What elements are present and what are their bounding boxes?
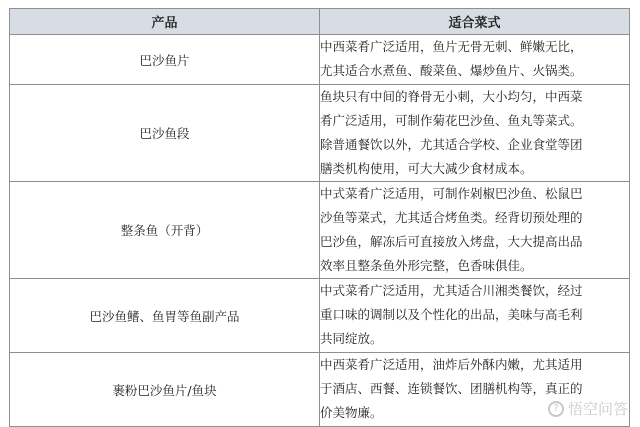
description-line: 中式菜肴广泛适用，可制作剁椒巴沙鱼、松鼠巴 (320, 186, 583, 201)
product-cell: 裹粉巴沙鱼片/鱼块 (10, 353, 320, 427)
description-line: 中西菜肴广泛适用，鱼片无骨无刺、鲜嫩无比， (320, 39, 583, 54)
watermark-text: 悟空问答 (567, 400, 628, 418)
product-cell: 巴沙鱼段 (10, 85, 320, 182)
table-row (10, 35, 630, 85)
description-line: 共同绽放。 (320, 331, 383, 346)
description-cell (320, 182, 630, 279)
description-line: 巴沙鱼，解冻后可直接放入烤盘，大大提高出品 (320, 234, 583, 249)
description-cell (320, 85, 630, 182)
description-line: 中式菜肴广泛适用，尤其适合川湘类餐饮，经过 (320, 283, 583, 298)
description-line: 于酒店、西餐、连锁餐饮、团膳机构等，真正的 (320, 381, 583, 396)
description-cell (320, 279, 630, 353)
description-line: 肴广泛适用，可制作菊花巴沙鱼、鱼丸等菜式。 (320, 113, 583, 128)
watermark (548, 398, 628, 419)
table-row (10, 85, 630, 182)
description-line: 重口味的调制以及个性化的出品，美味与高毛利 (320, 307, 583, 322)
product-cell: 巴沙鱼片 (10, 35, 320, 85)
table-row (10, 182, 630, 279)
table-row (10, 353, 630, 427)
product-cell: 巴沙鱼鳍、鱼胃等鱼副产品 (10, 279, 320, 353)
header-dishes: 适合菜式 (320, 9, 630, 35)
description-line: 沙鱼等菜式，尤其适合烤鱼类。经背切预处理的 (320, 210, 583, 225)
description-line: 价美物廉。 (320, 405, 383, 420)
table-row (10, 279, 630, 353)
header-product: 产品 (10, 9, 320, 35)
product-cell: 整条鱼（开背） (10, 182, 320, 279)
description-cell (320, 35, 630, 85)
description-line: 膳类机构使用，可大大减少食材成本。 (320, 161, 533, 176)
description-line: 中西菜肴广泛适用，油炸后外酥内嫩，尤其适用 (320, 357, 583, 372)
header-row (10, 9, 630, 35)
product-table (9, 8, 630, 427)
description-line: 尤其适合水煮鱼、酸菜鱼、爆炒鱼片、火锅类。 (320, 63, 583, 78)
description-line: 除普通餐饮以外，尤其适合学校、企业食堂等团 (320, 137, 583, 152)
description-line: 效率且整条鱼外形完整，色香味俱佳。 (320, 258, 533, 273)
description-line: 鱼块只有中间的脊骨无小刺，大小均匀，中西菜 (320, 89, 583, 104)
wukong-logo-icon: ? (548, 401, 564, 417)
